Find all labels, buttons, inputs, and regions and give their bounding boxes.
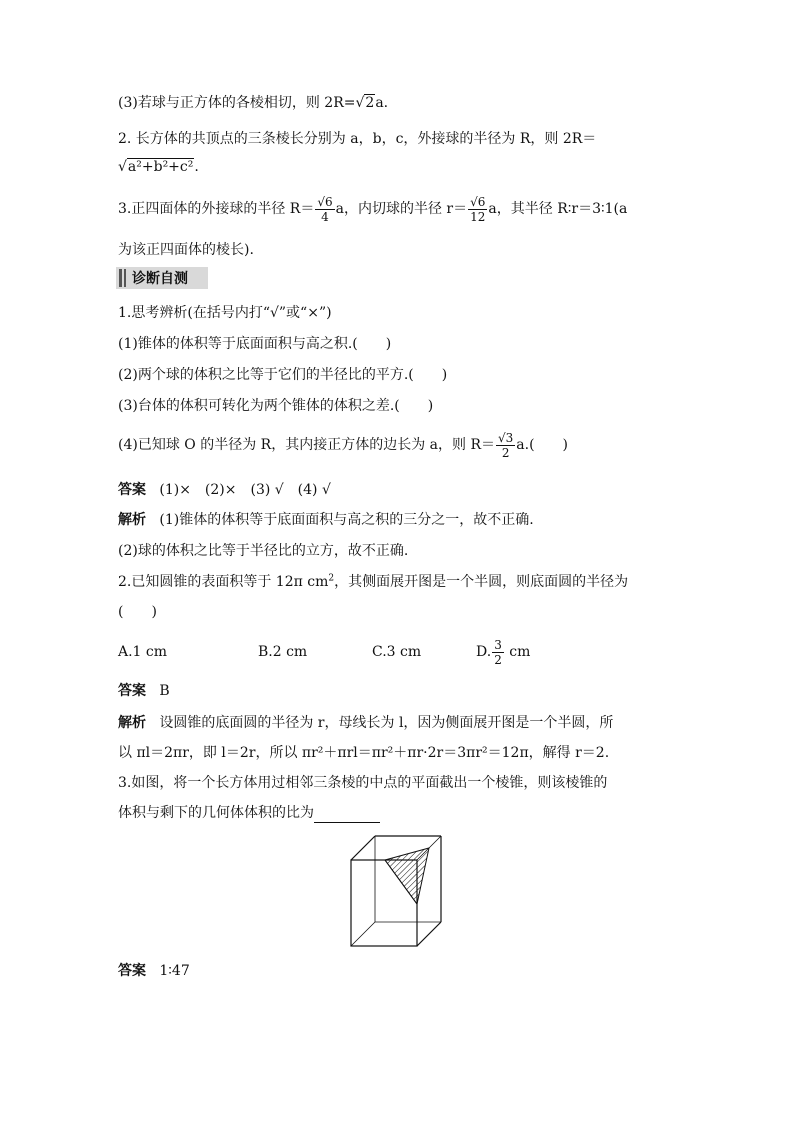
header-bar-decoration bbox=[119, 269, 122, 287]
q3-answer: 答案 1∶47 bbox=[118, 963, 190, 979]
q2-stem-paren: ( ) bbox=[118, 604, 157, 620]
sqrt-radicand: 2 bbox=[365, 95, 375, 111]
section-header-diagnostic-test bbox=[116, 267, 208, 289]
q1-analysis-1: 解析 (1)锥体的体积等于底面面积与高之积的三分之一，故不正确. bbox=[118, 512, 534, 528]
analysis-label: 解析 bbox=[118, 715, 146, 731]
text-line-cuboid-formula: √a²+b²+c². bbox=[118, 159, 199, 175]
q1-answer: 答案 (1)× (2)× (3) √ (4) √ bbox=[118, 482, 331, 498]
text-line-cuboid-edges: 2. 长方体的共顶点的三条棱长分别为 a，b，c，外接球的半径为 R，则 2R＝ bbox=[118, 131, 597, 147]
fraction-circumradius: $\frac{√6}{4}$ bbox=[317, 194, 333, 224]
answer-label: 答案 bbox=[118, 683, 146, 699]
q2-answer: 答案 B bbox=[118, 683, 170, 699]
sqrt-radicand: a²+b²+c² bbox=[127, 159, 194, 175]
q1-statement-2: (2)两个球的体积之比等于它们的半径比的平方.( ) bbox=[118, 367, 448, 383]
edge-bottom-right-depth bbox=[417, 922, 441, 946]
q2-analysis-2: 以 πl＝2πr，即 l＝2r，所以 πr²＋πrl＝πr²＋πr·2r＝3πr²＝12π，解得 r＝2. bbox=[118, 745, 610, 761]
fraction-sqrt3-over-2: $\frac{√3}{2}$ bbox=[498, 430, 514, 460]
q2-option-a: A.1 cm bbox=[118, 644, 168, 660]
text-line-tetrahedron-radii: 3.正四面体的外接球的半径 R＝ $\frac{√6}{4}$ a，内切球的半径 r＝ $\frac{√6}{12}$ a，其半径 R∶r＝3∶1(a bbox=[118, 194, 628, 224]
fraction-inradius: $\frac{√6}{12}$ bbox=[470, 194, 486, 224]
q2-option-b: B.2 cm bbox=[258, 644, 308, 660]
hidden-edge-bottom-left-depth bbox=[351, 922, 375, 946]
sqrt-symbol: √ bbox=[118, 159, 127, 175]
fraction-three-halves: $\frac{3}{2}$ bbox=[494, 637, 502, 667]
sqrt-symbol: √ bbox=[355, 95, 365, 111]
answer-blank bbox=[314, 808, 380, 823]
q1-statement-3: (3)台体的体积可转化为两个锥体的体积之差.( ) bbox=[118, 398, 434, 414]
q3-stem-1: 3.如图，将一个长方体用过相邻三条棱的中点的平面截出一个棱锥，则该棱锥的 bbox=[118, 775, 608, 791]
cuboid-figure bbox=[345, 832, 445, 950]
answer-label: 答案 bbox=[118, 482, 146, 498]
header-bar-decoration bbox=[124, 269, 126, 287]
analysis-label: 解析 bbox=[118, 512, 146, 528]
section-title: 诊断自测 bbox=[132, 271, 188, 287]
q2-option-c: C.3 cm bbox=[372, 644, 422, 660]
cut-plane-triangle bbox=[385, 848, 429, 904]
edge-top-left-depth bbox=[351, 836, 375, 860]
q3-stem-2: 体积与剩下的几何体体积的比为 bbox=[118, 803, 678, 823]
text-line-sphere-edge-tangent: (3)若球与正方体的各棱相切，则 2R=√2a. bbox=[118, 95, 389, 111]
q2-stem: 2.已知圆锥的表面积等于 12π $cm^2$，其侧面展开图是一个半圆，则底面圆的半径为 bbox=[118, 573, 629, 590]
q1-analysis-2: (2)球的体积之比等于半径比的立方，故不正确. bbox=[118, 543, 409, 559]
q2-option-d: D. $\frac{3}{2}$ cm bbox=[476, 637, 531, 667]
q1-statement-1: (1)锥体的体积等于底面面积与高之积.( ) bbox=[118, 336, 392, 352]
q2-analysis-1: 解析 设圆锥的底面圆的半径为 r，母线长为 l，因为侧面展开图是一个半圆，所 bbox=[118, 715, 614, 731]
text-line-tetrahedron-note: 为该正四面体的棱长). bbox=[118, 242, 254, 258]
answer-label: 答案 bbox=[118, 963, 146, 979]
q1-stem: 1.思考辨析(在括号内打“√”或“×”) bbox=[118, 305, 332, 321]
q1-statement-4: (4)已知球 O 的半径为 R，其内接正方体的边长为 a，则 R＝ $\frac{√3}{2}$ a.( ) bbox=[118, 430, 569, 460]
